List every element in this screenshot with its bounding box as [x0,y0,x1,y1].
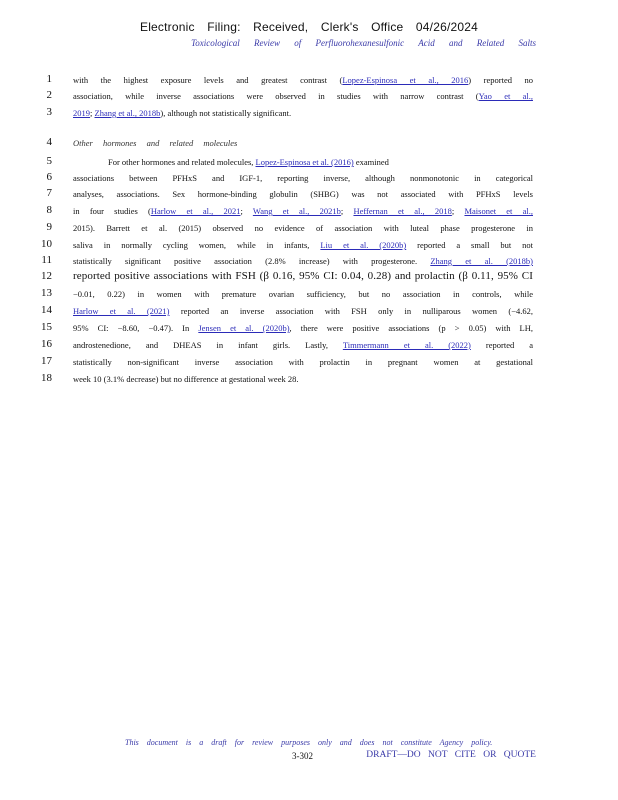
line-number: 10 [41,238,52,250]
line-number: 11 [41,254,52,266]
citation-link[interactable]: Zhang et al. (2018b) [430,256,533,266]
line-number: 2 [46,89,52,101]
line-text: 2015). Barrett et al. (2015) observed no evidence of association with luteal phase progesterone in [73,223,533,233]
line-text: associations between PFHxS and IGF-1, reporting inverse, although nonmonotonic in categorical [73,173,533,183]
body-line [0,136,618,150]
body-line [0,106,618,120]
body-line [0,187,618,201]
line-text: Harlow et al. (2021) reported an inverse association with FSH only in nulliparous women (−4.62, [73,306,533,316]
line-number: 18 [41,372,52,384]
line-number: 1 [46,73,52,85]
citation-link[interactable]: Timmermann et al. (2022) [342,340,471,350]
draft-disclaimer: This document is a draft for review purposes only and does not constitute Agency policy. [125,738,493,747]
line-text: with the highest exposure levels and greatest contrast (Lopez-Espinosa et al., 2016) reported no [73,75,533,85]
citation-link[interactable]: Harlow et al. (2021) [73,306,170,316]
line-number: 9 [46,221,52,233]
citation-link[interactable]: Zhang et al., 2018b [94,108,161,118]
line-text: saliva in normally cycling women, while in infants, Liu et al. (2020b) reported a small but not [73,240,533,250]
line-text: week 10 (3.1% decrease) but no difference at gestational week 28. [73,374,299,384]
body-line [0,355,618,369]
line-text: in four studies (Harlow et al., 2021; Wang et al., 2021b; Heffernan et al., 2018; Maisonet et al., [73,206,533,216]
line-number: 14 [41,304,52,316]
body-line [0,171,618,185]
line-text: −0.01, 0.22) in women with premature ovarian sufficiency, but no association in controls, while [73,289,533,299]
line-number: 5 [46,155,52,167]
body-line [0,155,618,169]
page-number: 3-302 [292,751,313,761]
citation-link[interactable]: Liu et al. (2020b) [320,240,407,250]
line-number: 7 [46,187,52,199]
line-number: 8 [46,204,52,216]
body-line [0,238,618,252]
body-line [0,73,618,87]
line-text: analyses, associations. Sex hormone-binding globulin (SHBG) was not associated with PFHxS levels [73,189,533,199]
citation-link[interactable]: Maisonet et al., [464,206,533,216]
line-text: statistically non-significant inverse association with prolactin in pregnant women at gestational [73,357,533,367]
citation-link[interactable]: Wang et al., 2021b [252,206,341,216]
body-line [0,221,618,235]
running-title: Toxicological Review of Perfluorohexanesulfonic Acid and Related Salts [191,38,536,48]
line-number: 16 [41,338,52,350]
citation-link[interactable]: Heffernan et al., 2018 [353,206,452,216]
body-line [0,287,618,301]
body-line [0,321,618,335]
body-line [0,338,618,352]
line-number: 3 [46,106,52,118]
body-line [0,372,618,386]
line-text: 95% CI: −8.60, −0.47). In Jensen et al. (2020b), there were positive associations (p > 0.05) with LH, [73,323,533,333]
body-line [0,270,618,284]
line-number: 12 [41,270,52,282]
line-text: association, while inverse associations were observed in studies with narrow contrast (Yao et al., [73,91,533,101]
filing-stamp: Electronic Filing: Received, Clerk's Office 04/26/2024 [139,20,478,34]
draft-label: DRAFT—DO NOT CITE OR QUOTE [366,750,536,760]
line-text: androstenedione, and DHEAS in infant girls. Lastly, Timmermann et al. (2022) reported a [73,340,533,350]
citation-link[interactable]: 2019 [73,108,90,118]
body-line [0,304,618,318]
line-text: statistically significant positive association (2.8% increase) with progesterone. Zhang et al. (2018b) [73,256,533,266]
line-number: 13 [41,287,52,299]
line-text: For other hormones and related molecules, Lopez-Espinosa et al. (2016) examined [108,157,389,167]
line-text: 2019; Zhang et al., 2018b), although not statistically significant. [73,108,292,118]
citation-link[interactable]: Lopez-Espinosa et al. (2016) [255,157,354,167]
line-text: reported positive associations with FSH (β 0.16, 95% CI: 0.04, 0.28) and prolactin (β 0.11, 95% CI [73,270,533,282]
citation-link[interactable]: Harlow et al., 2021 [150,206,241,216]
citation-link[interactable]: Lopez-Espinosa et al., 2016 [342,75,469,85]
citation-link[interactable]: Jensen et al. (2020b) [198,323,290,333]
citation-link[interactable]: Yao et al., [478,91,533,101]
line-number: 17 [41,355,52,367]
section-heading: Other hormones and related molecules [73,138,238,148]
line-number: 4 [46,136,52,148]
body-line [0,254,618,268]
body-line [0,204,618,218]
body-line [0,89,618,103]
line-number: 15 [41,321,52,333]
line-number: 6 [46,171,52,183]
